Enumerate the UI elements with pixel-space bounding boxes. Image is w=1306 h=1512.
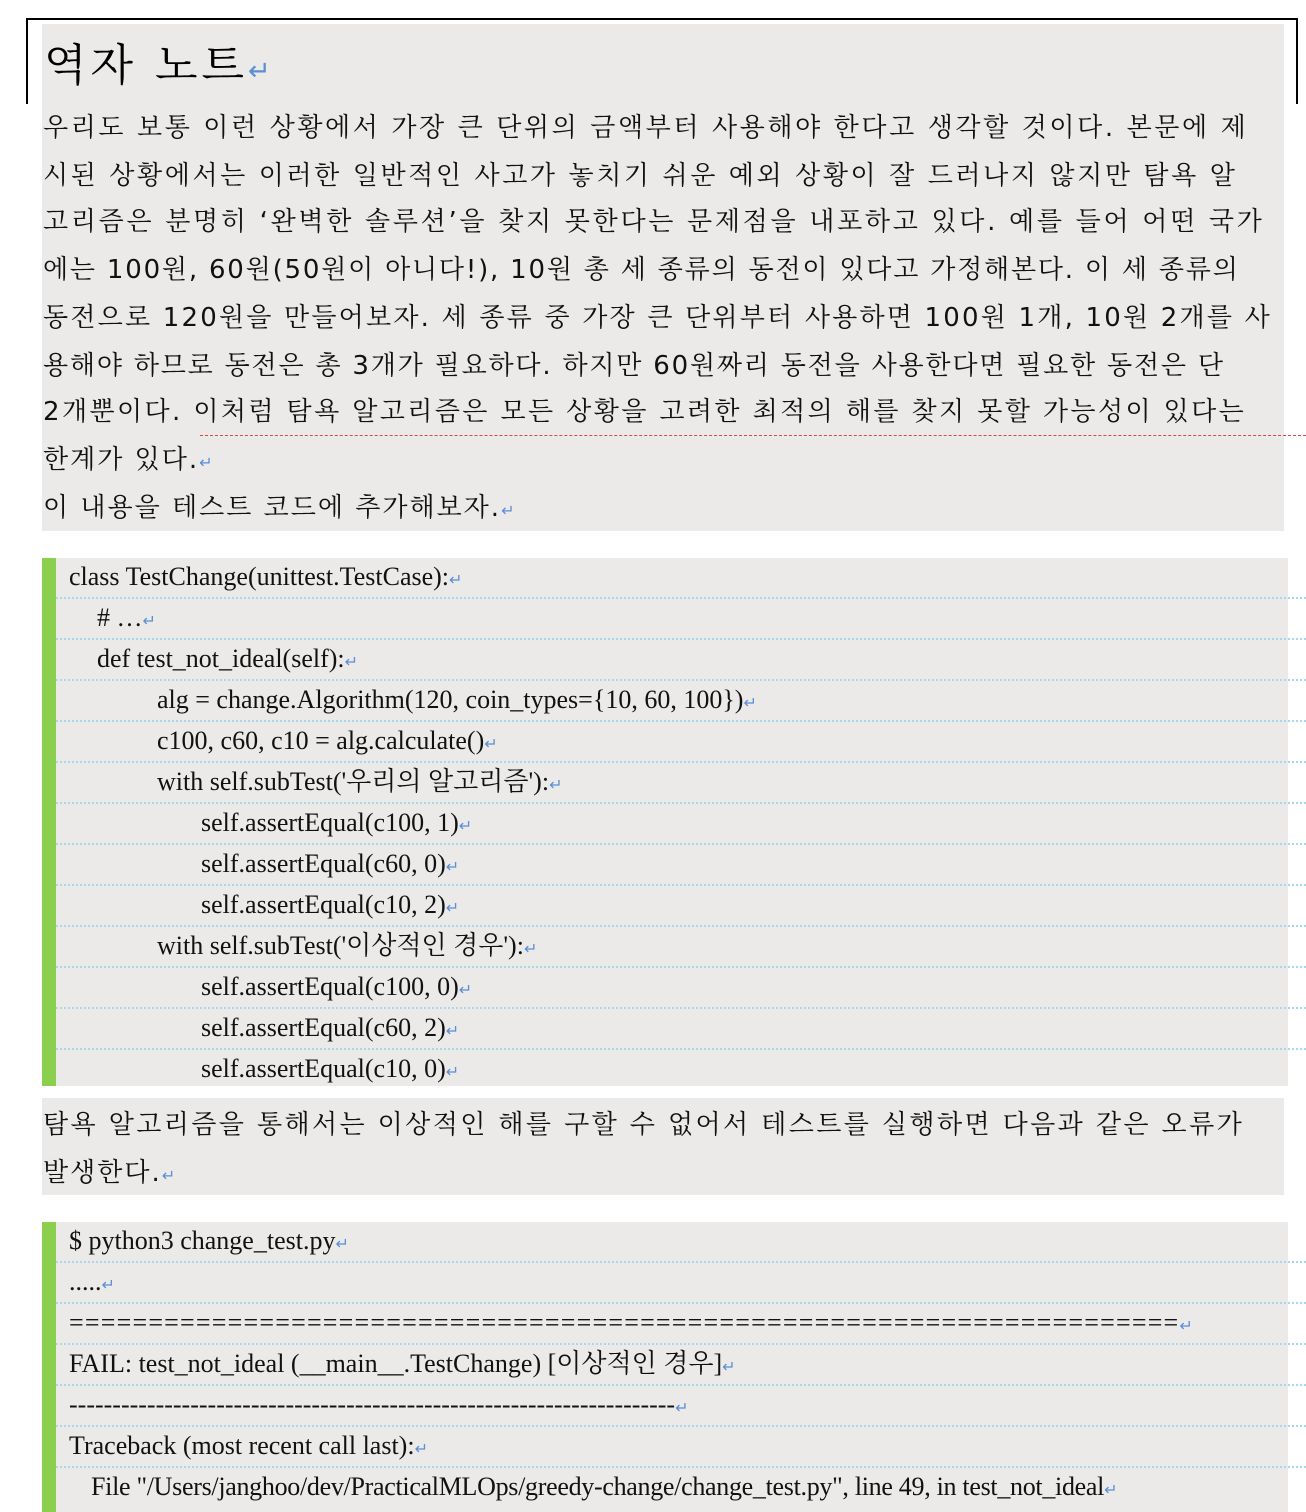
text-line: 2개뿐이다. 이처럼 탐욕 알고리즘은 모든 상황을 고려한 최적의 해를 찾지 못할 가능성이 있다는	[43, 397, 1247, 427]
text-line: 고리즘은 분명히 ‘완벽한 솔루션’을 찾지 못한다는 문제점을 내포하고 있다. 예를 들어 어떤 국가	[43, 207, 1265, 237]
note-title: 역자 노트↵	[44, 40, 275, 91]
code-line: Traceback (most recent call last):↵	[56, 1427, 1306, 1468]
code-line: FAIL: test_not_ideal (__main__.TestChange) [이상적인 경우]↵	[56, 1345, 1306, 1386]
text-line: 에는 100원, 60원(50원이 아니다!), 10원 총 세 종류의 동전이 있다고 가정해본다. 이 세 종류의	[43, 255, 1240, 285]
paragraph-mark-icon: ↵	[549, 777, 563, 794]
code-line: ----------------------------------------------------------------------↵	[56, 1386, 1306, 1427]
paragraph-mark-icon: ↵	[1104, 1482, 1118, 1499]
code-line: self.assertEqual(c60, 2)↵	[56, 1009, 1306, 1050]
paragraph-mark-icon: ↵	[199, 453, 215, 472]
intro-line: 이 내용을 테스트 코드에 추가해보자.↵	[43, 493, 517, 523]
paragraph-mark-icon: ↵	[445, 859, 460, 876]
paragraph-mark-icon: ↵	[675, 1400, 689, 1417]
code-line: self.assertEqual(c100, 1)↵	[56, 804, 1306, 845]
paragraph-mark-icon: ↵	[458, 982, 473, 999]
paragraph-mark-icon: ↵	[445, 900, 460, 917]
paragraph-mark-icon: ↵	[248, 56, 275, 87]
text-line: 용해야 하므로 동전은 총 3개가 필요하다. 하지만 60원짜리 동전을 사용한다면 필요한 동전은 단	[43, 351, 1225, 381]
paragraph-mark-icon: ↵	[743, 695, 757, 712]
paragraph-mark-icon: ↵	[161, 1166, 178, 1185]
paragraph-mark-icon: ↵	[414, 1441, 429, 1458]
code-line: c100, c60, c10 = alg.calculate()↵	[56, 722, 1306, 763]
code-line: class TestChange(unittest.TestCase):↵	[56, 558, 1306, 599]
code-line: with self.subTest('이상적인 경우'):↵	[56, 927, 1306, 968]
code-line: self.assertEqual(c60, 0)↵	[56, 845, 1306, 886]
text-line: 동전으로 120원을 만들어보자. 세 종류 중 가장 큰 단위부터 사용하면 100원 1개, 10원 2개를 사	[43, 303, 1272, 333]
code-line: alg = change.Algorithm(120, coin_types={10, 60, 100})↵	[56, 681, 1306, 722]
code-line: File "/Users/janghoo/dev/PracticalMLOps/greedy-change/change_test.py", line 49, in test_not_ideal↵	[91, 1472, 1118, 1501]
text-line: 우리도 보통 이런 상황에서 가장 큰 단위의 금액부터 사용해야 한다고 생각할 것이다. 본문에 제	[43, 113, 1249, 143]
paragraph-mark-icon: ↵	[335, 1236, 349, 1253]
paragraph-mark-icon: ↵	[344, 654, 359, 671]
paragraph-mark-icon: ↵	[142, 613, 156, 630]
paragraph-mark-icon: ↵	[722, 1359, 736, 1376]
code-line: self.assertEqual(c10, 0)↵	[201, 1054, 460, 1083]
paragraph-mark-icon: ↵	[458, 818, 473, 835]
paragraph-mark-icon: ↵	[1179, 1318, 1195, 1335]
code-line: with self.subTest('우리의 알고리즘'):↵	[56, 763, 1306, 804]
paragraph-mark-icon: ↵	[101, 1277, 115, 1294]
paragraph-mark-icon: ↵	[501, 501, 517, 520]
paragraph-mark-icon: ↵	[449, 572, 463, 589]
code-line: ======================================================================↵	[56, 1304, 1306, 1345]
paragraph-mark-icon: ↵	[445, 1064, 460, 1081]
text-line: 한계가 있다.↵	[43, 445, 215, 475]
text-line: 발생한다.↵	[43, 1158, 178, 1188]
text-line: 탐욕 알고리즘을 통해서는 이상적인 해를 구할 수 없어서 테스트를 실행하면 다음과 같은 오류가	[43, 1110, 1245, 1140]
spellcheck-underline	[200, 435, 1306, 436]
code-line: def test_not_ideal(self):↵	[56, 640, 1306, 681]
code-line: $ python3 change_test.py↵	[56, 1222, 1306, 1263]
paragraph-mark-icon: ↵	[523, 941, 538, 958]
code-line: .....↵	[56, 1263, 1306, 1304]
paragraph-mark-icon: ↵	[484, 736, 498, 753]
code-line: self.assertEqual(c100, 0)↵	[56, 968, 1306, 1009]
text-line: 시된 상황에서는 이러한 일반적인 사고가 놓치기 쉬운 예외 상황이 잘 드러나지 않지만 탐욕 알	[43, 161, 1238, 191]
code-line: # …↵	[56, 599, 1306, 640]
code-line: self.assertEqual(c10, 2)↵	[56, 886, 1306, 927]
paragraph-mark-icon: ↵	[445, 1023, 460, 1040]
